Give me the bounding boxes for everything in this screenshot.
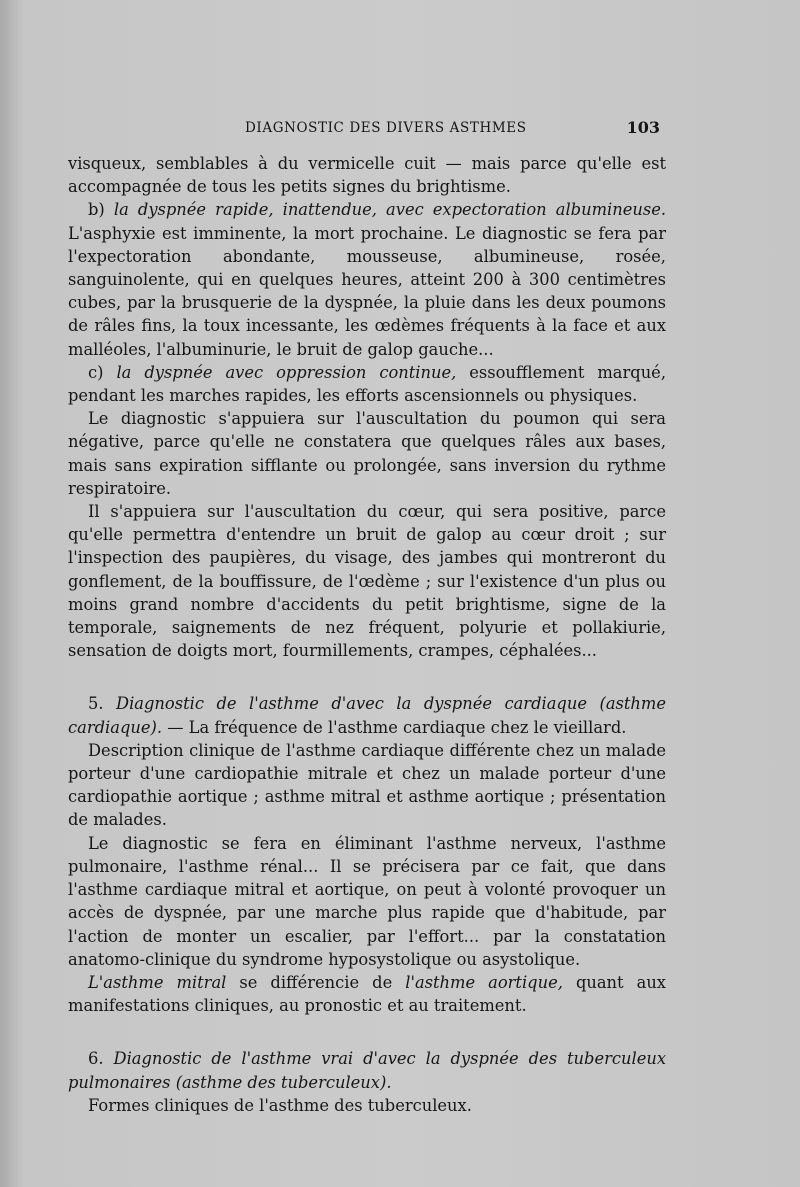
section-spacer bbox=[68, 662, 666, 692]
list-label: b) bbox=[88, 200, 114, 220]
emphasis: la dyspnée avec oppression continue, bbox=[116, 362, 457, 382]
page-number: 103 bbox=[626, 118, 660, 137]
paragraph-text: quant aux manifestations cliniques, au pronostic et au traitement. bbox=[68, 972, 666, 1016]
paragraph: Formes cliniques de l'asthme des tuberculeux. bbox=[88, 1095, 472, 1115]
section-title: Diagnostic de l'asthme vrai d'avec la dyspnée des tuberculeux pulmonaires (asthme des tuberculeux). bbox=[68, 1049, 667, 1092]
emphasis: la dyspnée rapide, inattendue, avec expectoration albumineuse. bbox=[113, 200, 667, 220]
paragraph: visqueux, semblables à du vermicelle cuit — mais parce qu'elle est accompagnée de tous les petits signes du brightisme. bbox=[68, 154, 666, 197]
section-number: 6. bbox=[88, 1049, 114, 1069]
paragraph bbox=[68, 971, 666, 1017]
section-heading-5 bbox=[68, 692, 666, 738]
paragraph-text: essoufflement marqué, pendant les marches rapides, les efforts ascensionnels ou physiques. bbox=[68, 362, 666, 406]
emphasis: l'asthme aortique, bbox=[405, 972, 563, 992]
paragraph bbox=[68, 198, 666, 360]
paragraph-text: se différencie de bbox=[226, 972, 406, 992]
paragraph: Il s'appuiera sur l'auscultation du cœur, qui sera positive, parce qu'elle permettra d'entendre un bruit de galop au cœur droit ; sur l'inspection des paupières, du visage, des jambes qui montreront du gonflement, de la bouffissure, de l'œdème ; sur l'existence d'un plus ou moins grand nombre d'accidents du petit brightisme, signe de la temporale, saignements de nez fréquent, polyurie et pollakiurie, sensation de doigts mort, fourmillements, crampes, céphalées... bbox=[68, 502, 666, 661]
paragraph bbox=[68, 361, 666, 407]
page-body bbox=[68, 152, 666, 1117]
paragraph-text: L'asphyxie est imminente, la mort prochaine. Le diagnostic se fera par l'expectoration abondante, mousseuse, albumineuse, rosée, sanguinolente, qui en quelques heures, atteint 200 à 300 centimètres cubes, par la brusquerie de la dyspnée, la pluie dans les deux poumons de râles fins, la toux incessante, les œdèmes fréquents à la face et aux malléoles, l'albuminurie, le bruit de galop gauche... bbox=[68, 223, 666, 359]
list-label: c) bbox=[88, 362, 117, 382]
running-header: DIAGNOSTIC DES DIVERS ASTHMES bbox=[245, 120, 527, 136]
section-heading-6 bbox=[68, 1047, 666, 1093]
section-number: 5. bbox=[88, 694, 117, 714]
paragraph: Le diagnostic se fera en éliminant l'asthme nerveux, l'asthme pulmonaire, l'asthme rénal... Il se précisera par ce fait, que dans l'asthme cardiaque mitral et aortique, on peut à volonté provoquer un accès de dyspnée, par une marche plus rapide que d'habitude, par l'action de monter un escalier, par l'effort... par la constatation anatomo-clinique du syndrome hyposystolique ou asystolique. bbox=[68, 833, 666, 969]
section-spacer bbox=[68, 1017, 666, 1047]
emphasis: L'asthme mitral bbox=[88, 972, 227, 992]
section-title: Diagnostic de l'asthme d'avec la dyspnée cardiaque (asthme cardiaque). bbox=[68, 694, 666, 737]
paragraph-text: — La fréquence de l'asthme cardiaque chez le vieillard. bbox=[162, 717, 627, 737]
paragraph: Description clinique de l'asthme cardiaque différente chez un malade porteur d'une cardiopathie mitrale et chez un malade porteur d'une cardiopathie aortique ; asthme mitral et asthme aortique ; présentation de malades. bbox=[68, 740, 666, 830]
paragraph: Le diagnostic s'appuiera sur l'auscultation du poumon qui sera négative, parce qu'elle ne constatera que quelques râles aux bases, mais sans expiration sifflante ou prolongée, sans inversion du rythme respiratoire. bbox=[68, 409, 666, 498]
